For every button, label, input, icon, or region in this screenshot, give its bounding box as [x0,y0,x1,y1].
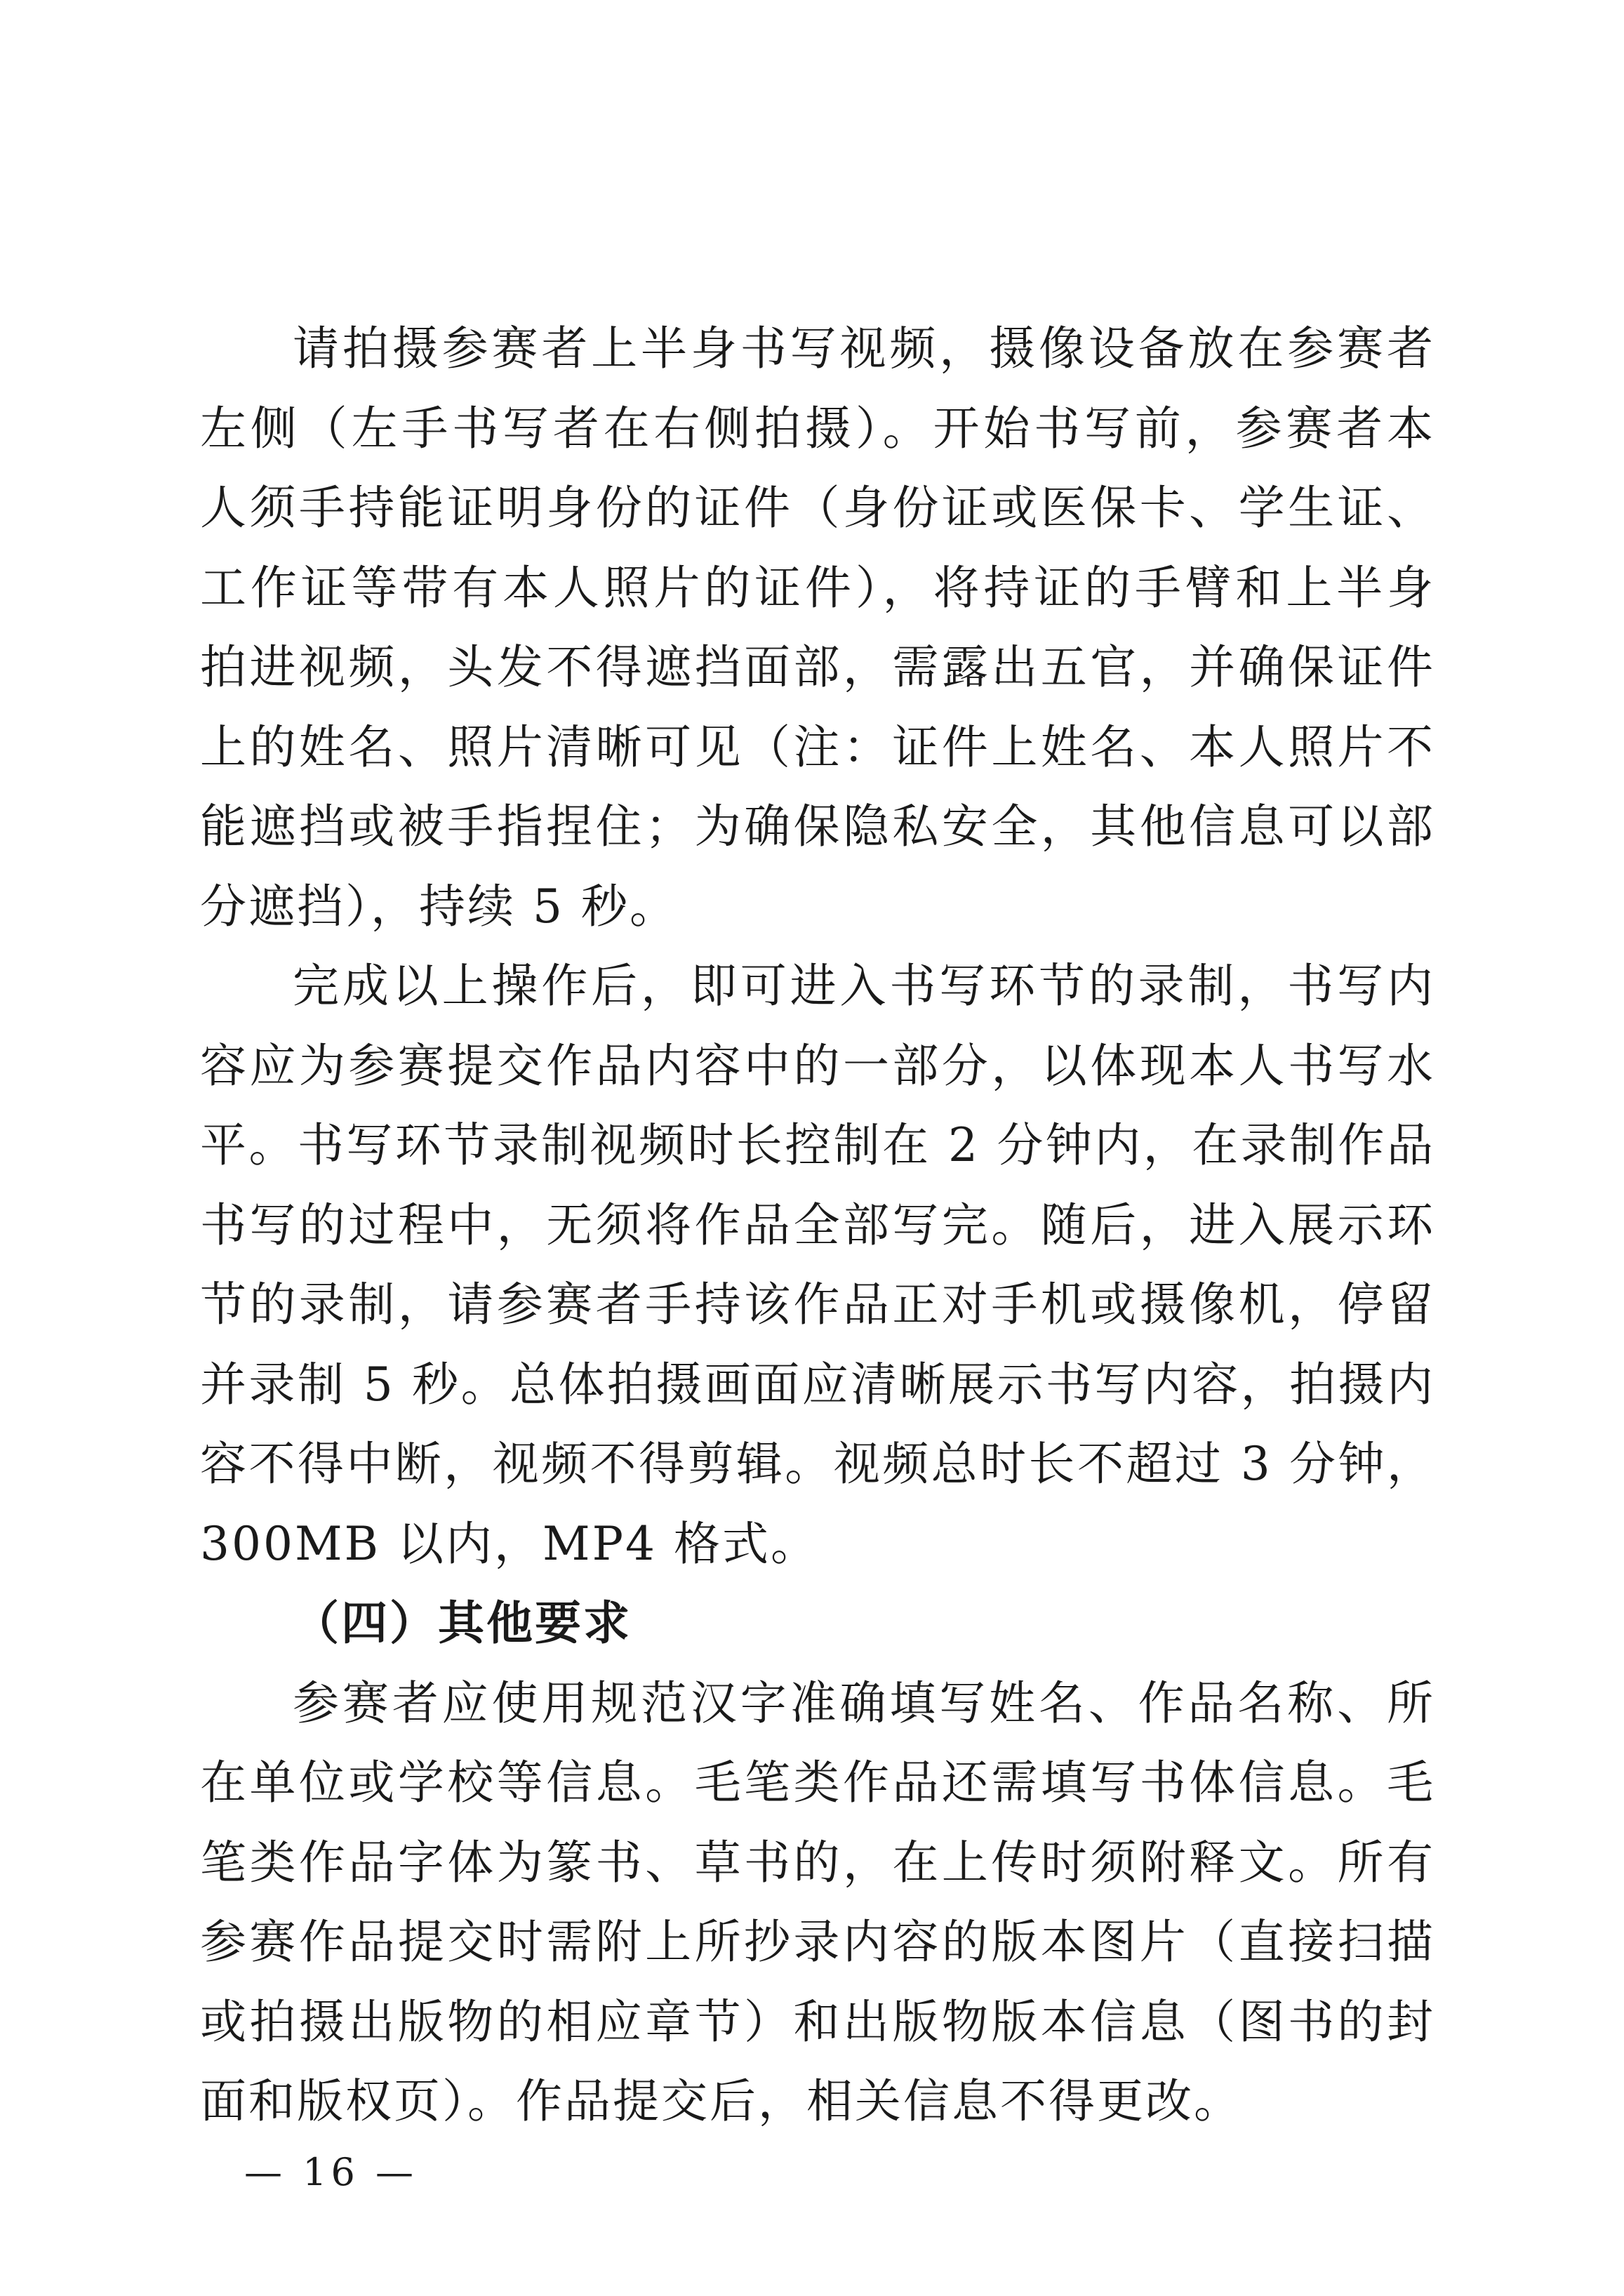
paragraph-other-requirements: 参赛者应使用规范汉字准确填写姓名、作品名称、所在单位或学校等信息。毛笔类作品还需填写书体信息。毛笔类作品字体为篆书、草书的，在上传时须附释文。所有参赛作品提交时需附上所抄录内容的版本图片（直接扫描或拍摄出版物的相应章节）和出版物版本信息（图书的封面和版权页）。作品提交后，相关信息不得更改。 [200,1675,1435,2128]
section-heading-other-requirements: （四）其他要求 [293,1595,632,1650]
body-text [200,309,1435,2142]
paragraph-video-filming: 请拍摄参赛者上半身书写视频，摄像设备放在参赛者左侧（左手书写者在右侧拍摄）。开始书写前，参赛者本人须手持能证明身份的证件（身份证或医保卡、学生证、工作证等带有本人照片的证件），将持证的手臂和上半身拍进视频，头发不得遮挡面部，需露出五官，并确保证件上的姓名、照片清晰可见（注：证件上姓名、本人照片不能遮挡或被手指捏住；为确保隐私安全，其他信息可以部分遮挡），持续 5 秒。 [200,321,1435,934]
page-number: — 16 — [244,2150,418,2194]
paragraph-writing-recording: 完成以上操作后，即可进入书写环节的录制，书写内容应为参赛提交作品内容中的一部分，以体现本人书写水平。书写环节录制视频时长控制在 2 分钟内，在录制作品书写的过程中，无须将作品全部写完。随后，进入展示环节的录制，请参赛者手持该作品正对手机或摄像机，停留并录制 5 秒。总体拍摄画面应清晰展示书写内容，拍摄内容不得中断，视频不得剪辑。视频总时长不超过 3 分钟，300MB 以内，MP4 格式。 [200,959,1435,1571]
